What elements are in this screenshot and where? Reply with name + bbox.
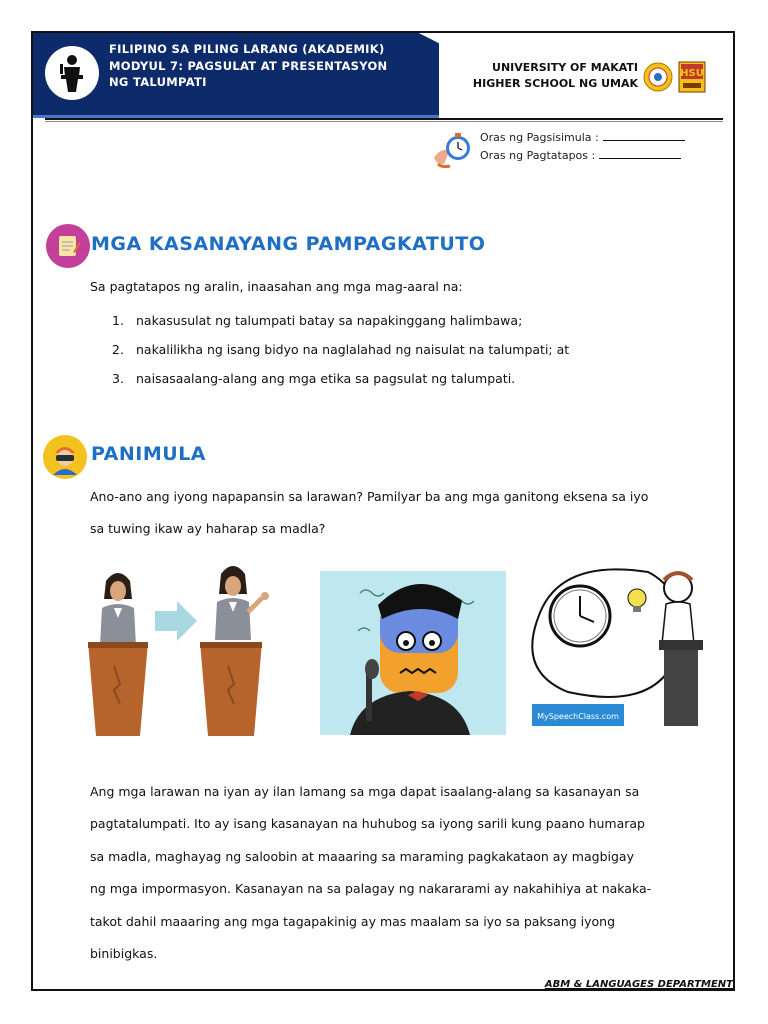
question-line-2: sa tuwing ikaw ay haharap sa madla? [90,521,326,536]
module-title [109,41,387,91]
banner-line-3: NG TALUMPATI [109,75,207,89]
start-time-blank[interactable] [603,130,685,141]
school-name [473,60,638,92]
question-line-1: Ano-ano ang iyong napapansin sa larawan? Pamilyar ba ang mga ganitong eksena sa iyo [90,489,649,504]
banner-line-2: MODYUL 7: PAGSULAT AT PRESENTASYON [109,58,388,73]
item-number: 3. [112,371,124,386]
body-line: Ang mga larawan na iyan ay ilan lamang sa mga dapat isaalang-alang sa kasanayan sa [90,784,640,799]
end-time-row [480,147,685,165]
body-line: takot dahil maaaring ang mga tagapakinig ay mas maalam sa iyo sa paksang iyong [90,913,616,929]
body-line: binibigkas. [90,946,158,962]
item-text: nakalilikha ng isang bidyo na naglalahad ng naisulat na talumpati; at [136,342,570,357]
start-time-label: Oras ng Pagsisimula : [480,131,599,144]
list-item [112,313,569,342]
item-text: naisasaalang-alang ang mga etika sa pagsulat ng talumpati. [136,371,516,386]
item-number: 2. [112,342,124,357]
body-paragraph [90,776,730,970]
student-vr-icon [43,435,87,479]
hsu-seal-text: HSU [680,68,704,79]
item-text: nakasusulat ng talumpati batay sa napakinggang halimbawa; [136,313,523,328]
stopwatch-icon [430,128,476,174]
university-seal-icon [643,62,673,92]
speaker-transformation-image [88,556,280,738]
speech-class-image [528,558,718,734]
objectives-title: MGA KASANAYANG PAMPAGKATUTO [91,233,486,255]
objectives-list [112,313,569,400]
list-item [112,371,569,400]
header-rule-thin [45,121,723,122]
notepad-icon [46,224,90,268]
banner-line-1: FILIPINO SA PILING LARANG (AKADEMIK) [109,42,385,56]
image-caption: MySpeechClass.com [537,712,619,721]
item-number: 1. [112,313,124,328]
nervous-speaker-image [320,571,506,735]
end-time-blank[interactable] [599,148,681,159]
body-line: ng mga impormasyon. Kasanayan na sa palagay ng nakararami ay nakahihiya at nakaka- [90,881,652,897]
panimula-question [90,481,648,545]
panimula-title: PANIMULA [91,443,207,465]
department-footer: ABM & LANGUAGES DEPARTMENT [544,979,733,990]
time-fields [480,129,685,165]
school-line-2: HIGHER SCHOOL NG UMAK [472,77,638,90]
list-item [112,342,569,371]
start-time-row [480,129,685,147]
header-rule [45,118,723,120]
end-time-label: Oras ng Pagtatapos : [480,149,596,162]
body-line: pagtatalumpati. Ito ay isang kasanayan na huhubog sa iyong sarili kung paano humarap [90,816,645,832]
body-line: sa madla, maghayag ng saloobin at maaaring sa maraming pagkakataon ay magbigay [90,848,634,864]
objectives-intro: Sa pagtatapos ng aralin, inaasahan ang mga mag-aaral na: [90,279,463,294]
school-line-1: UNIVERSITY OF MAKATI [492,61,638,74]
hsu-seal-icon [678,61,706,93]
speaker-logo-icon [45,46,99,100]
